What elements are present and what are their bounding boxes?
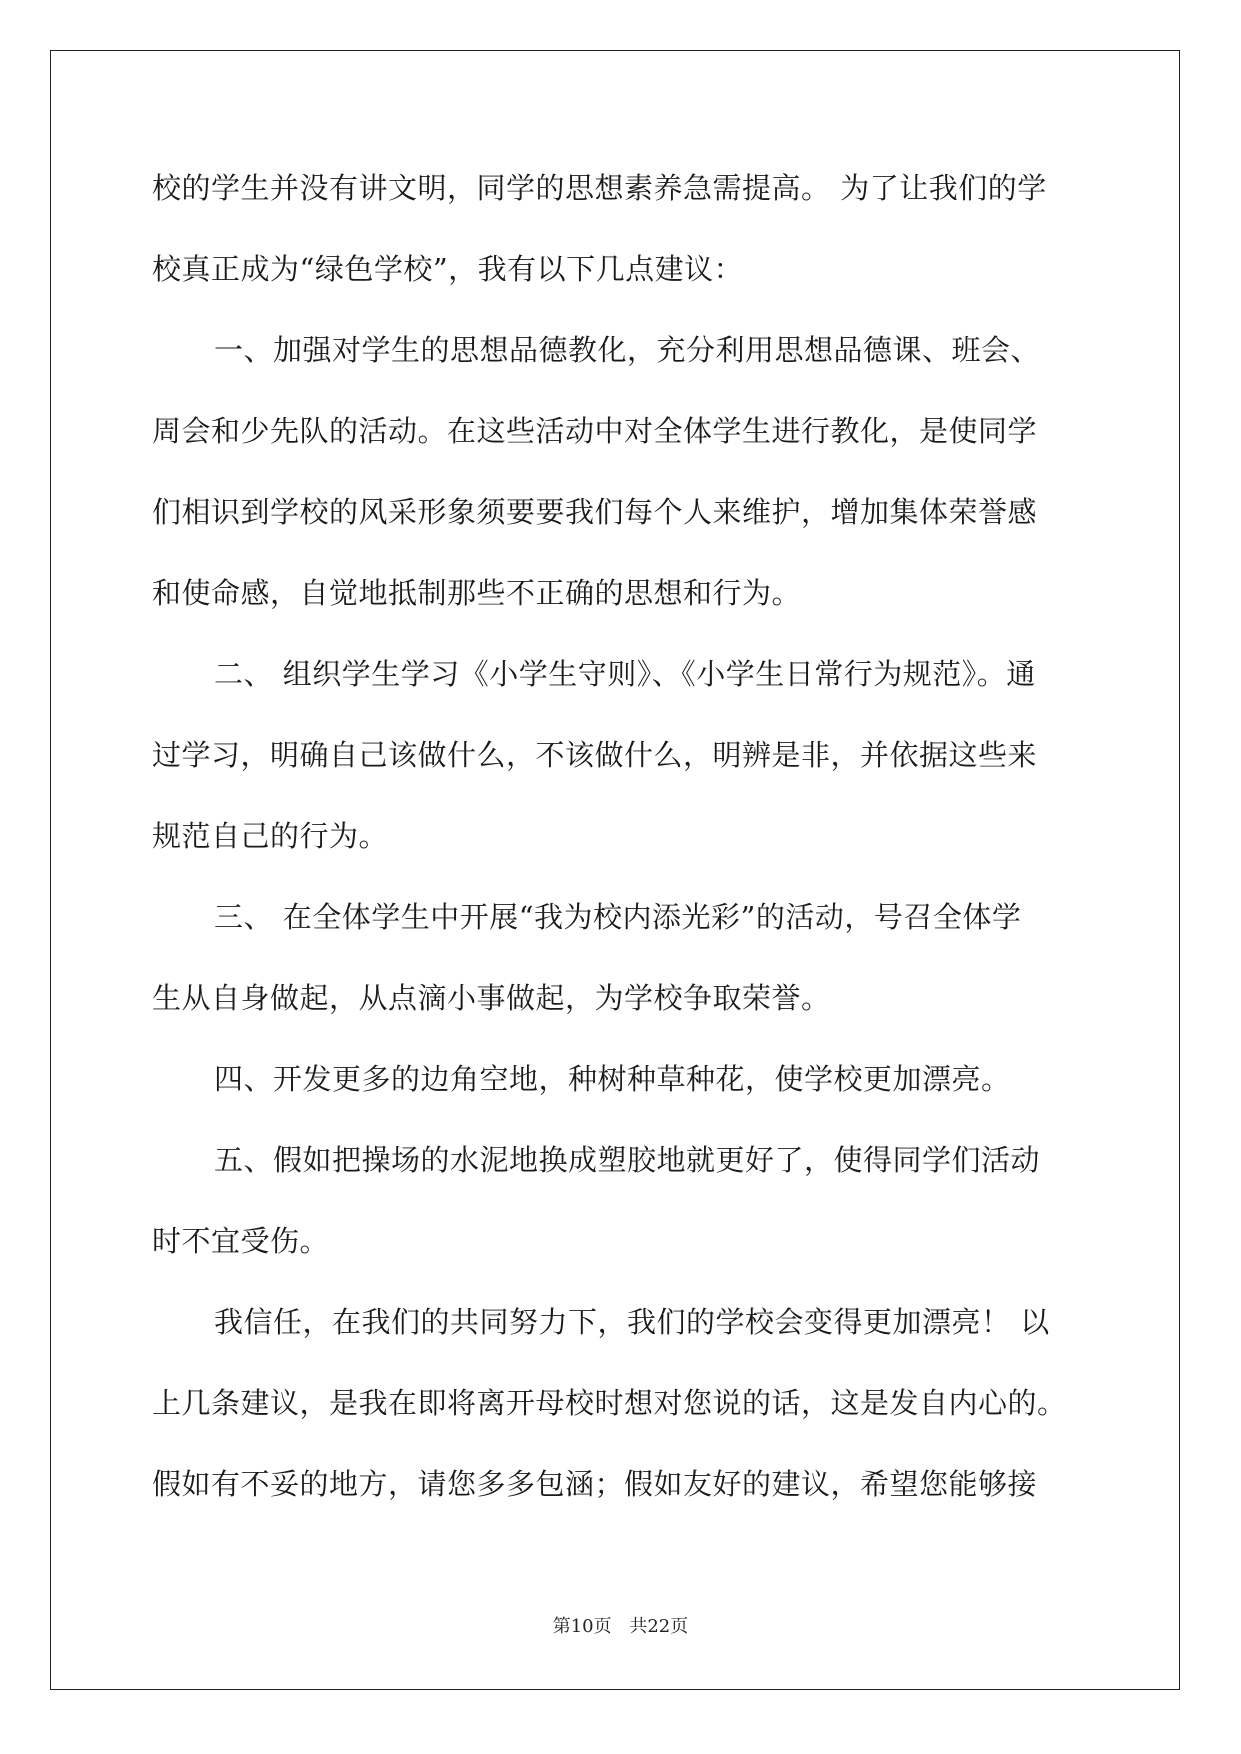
text-line: 们相识到学校的风采形象须要要我们每个人来维护，增加集体荣誉感	[152, 495, 1038, 529]
text-line: 上几条建议，是我在即将离开母校时想对您说的话，这是发自内心的。	[152, 1386, 1067, 1420]
text-line: 周会和少先队的活动。在这些活动中对全体学生进行教化，是使同学	[152, 414, 1038, 448]
paragraph-4-start: 四、开发更多的边角空地，种树种草种花，使学校更加漂亮。	[214, 1062, 1011, 1096]
text-line: 校真正成为“绿色学校”，我有以下几点建议：	[152, 252, 744, 286]
paragraph-6-start: 我信任，在我们的共同努力下，我们的学校会变得更加漂亮！ 以	[214, 1305, 1050, 1339]
text-line: 假如有不妥的地方，请您多多包涵；假如友好的建议，希望您能够接	[152, 1467, 1038, 1501]
page-number: 第10页	[552, 1616, 612, 1637]
paragraph-5-start: 五、假如把操场的水泥地换成塑胶地就更好了，使得同学们活动	[214, 1143, 1041, 1177]
page-total: 共22页	[629, 1616, 689, 1637]
paragraph-3-start: 三、 在全体学生中开展“我为校内添光彩”的活动，号召全体学	[214, 900, 1022, 934]
text-line: 过学习，明确自己该做什么，不该做什么，明辨是非，并依据这些来	[152, 738, 1038, 772]
text-line: 和使命感，自觉地抵制那些不正确的思想和行为。	[152, 576, 802, 610]
text-line: 规范自己的行为。	[152, 819, 389, 853]
text-line: 生从自身做起，从点滴小事做起，为学校争取荣誉。	[152, 981, 831, 1015]
paragraph-2-start: 二、 组织学生学习《小学生守则》、《小学生日常行为规范》。通	[214, 657, 1036, 691]
text-line: 校的学生并没有讲文明，同学的思想素养急需提高。 为了让我们的学	[152, 171, 1047, 205]
page-footer	[0, 1612, 1241, 1638]
page-border	[50, 50, 1180, 1690]
text-line: 时不宜受伤。	[152, 1224, 330, 1258]
paragraph-1-start: 一、加强对学生的思想品德教化，充分利用思想品德课、班会、	[214, 333, 1041, 367]
